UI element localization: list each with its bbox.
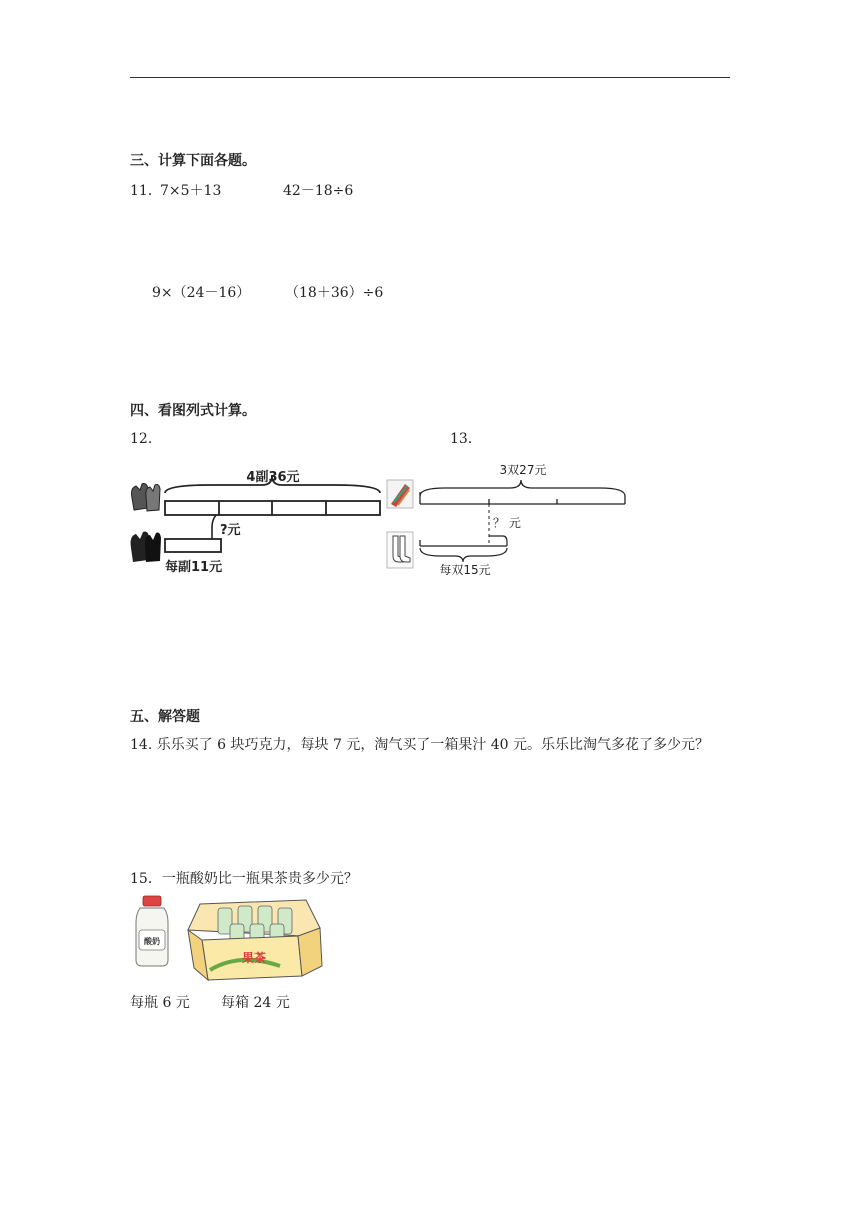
fruit-tea-box-icon [188,900,322,980]
socks-icon [387,532,413,568]
fig13-unit-label: 每双15元 [439,563,491,577]
fig13-question-label: ？ 元 [493,516,521,530]
yogurt-price: 每瓶 6 元 [130,995,190,1011]
expression-1: 7×5＋13 [160,183,222,199]
question-12-number: 12． [130,431,162,447]
question-14-text: 14. 乐乐买了 6 块巧克力，每块 7 元，淘气买了一箱果汁 40 元。乐乐比淘气多花了多少元？ [130,737,710,753]
expression-3: 9×（24－16） [152,285,251,301]
expression-4: （18＋36）÷6 [285,285,384,301]
figure-13-diagram [385,458,635,578]
question-11-number: 11． [130,183,162,199]
header-rule [130,77,730,78]
fig12-question-label: ?元 [220,523,241,538]
box-label: 果茶 [241,951,267,965]
section-3-heading: 三、计算下面各题。 [130,153,256,169]
figure-12-diagram [128,468,388,576]
bottle-label: 酸奶 [144,937,160,946]
striped-socks-icon [387,480,413,508]
fruit-tea-price: 每箱 24 元 [221,995,290,1011]
figure-15-image [130,892,330,982]
question-15-text: 15．一瓶酸奶比一瓶果茶贵多少元？ [130,871,358,887]
gloves-icon [132,484,161,512]
section-4-heading: 四、看图列式计算。 [130,403,256,419]
section-5-heading: 五、解答题 [130,709,200,725]
gloves-dark-icon [131,532,161,562]
fig12-unit-label: 每副11元 [165,560,223,575]
question-13-number: 13． [450,431,482,447]
expression-2: 42－18÷6 [283,183,354,199]
fig13-total-label: 3双27元 [499,463,547,477]
fig12-total-label: 4副36元 [246,470,300,485]
yogurt-bottle-icon [136,896,168,966]
